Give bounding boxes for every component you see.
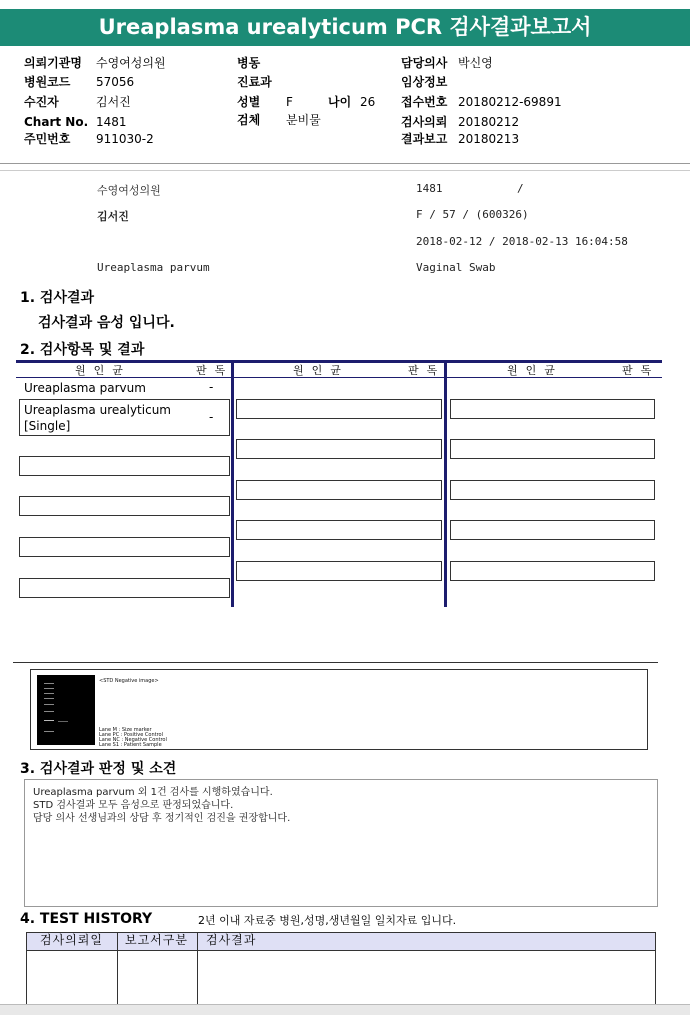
col-header-pathogen-1: 원인균 — [75, 364, 131, 377]
gel-band — [44, 683, 54, 684]
gel-legend-2: Lane PC : Positive Control — [99, 732, 163, 738]
patient-label: 수진자 — [24, 95, 59, 109]
empty-cell — [19, 456, 230, 476]
gel-band — [44, 720, 54, 721]
row-2-name-line2: [Single] — [24, 419, 71, 433]
empty-cell — [450, 439, 655, 459]
empty-cell — [236, 399, 442, 419]
section-1-result: 검사결과 음성 입니다. — [38, 315, 175, 331]
row-2-box — [19, 399, 230, 436]
gel-band — [44, 693, 54, 694]
gel-legend-3: Lane NC : Negative Control — [99, 737, 167, 743]
chart-label: Chart No. — [24, 115, 89, 129]
col-header-result-3: 판독 — [622, 364, 660, 377]
mid-slash: / — [517, 182, 524, 195]
section-4-title: 4. TEST HISTORY — [20, 911, 153, 927]
gel-band — [44, 698, 54, 699]
report-label: 결과보고 — [401, 132, 448, 146]
mid-specimen: Vaginal Swab — [416, 261, 496, 274]
empty-cell — [19, 537, 230, 557]
doctor-value: 박신영 — [458, 56, 493, 70]
id-label: 주민번호 — [24, 132, 71, 146]
age-value: 26 — [360, 95, 376, 109]
history-col-request-date: 검사의뢰일 — [40, 933, 103, 947]
receipt-value: 20180212-69891 — [458, 95, 562, 109]
table-bottom-divider — [13, 662, 658, 663]
empty-cell — [236, 520, 442, 540]
mid-item: Ureaplasma parvum — [97, 261, 210, 274]
empty-cell — [19, 578, 230, 598]
doctor-label: 담당의사 — [401, 56, 448, 70]
hospital-label: 의뢰기관명 — [24, 56, 82, 70]
col-header-pathogen-3: 원인균 — [507, 364, 563, 377]
results-table-divider-1 — [231, 360, 234, 607]
history-col-report-type: 보고서구분 — [125, 933, 188, 947]
history-col-border — [117, 932, 118, 1005]
request-label: 검사의뢰 — [401, 115, 448, 129]
empty-cell — [19, 496, 230, 516]
mid-patient: 김서진 — [97, 210, 129, 223]
mid-chart: 1481 — [416, 182, 443, 195]
history-col-result: 검사결과 — [206, 933, 257, 947]
row-1-result: - — [209, 380, 214, 394]
history-col-border — [26, 932, 27, 1005]
bottom-scroll-bar[interactable] — [0, 1004, 690, 1015]
gel-caption: <STD Negative image> — [99, 678, 159, 684]
dept-label: 진료과 — [237, 75, 272, 89]
empty-cell — [236, 439, 442, 459]
receipt-label: 접수번호 — [401, 95, 448, 109]
specimen-value: 분비물 — [286, 113, 321, 127]
empty-cell — [450, 399, 655, 419]
report-title: Ureaplasma urealyticum PCR 검사결과보고서 — [0, 9, 690, 46]
specimen-label: 검체 — [237, 113, 261, 127]
mid-dates: 2018-02-12 / 2018-02-13 16:04:58 — [416, 235, 628, 248]
sex-value: F — [286, 95, 293, 109]
gel-band — [44, 711, 54, 712]
patient-value: 김서진 — [96, 95, 131, 109]
code-value: 57056 — [96, 75, 135, 89]
ward-label: 병동 — [237, 56, 261, 70]
report-value: 20180213 — [458, 132, 520, 146]
history-col-border — [197, 932, 198, 1005]
gel-image — [37, 675, 95, 745]
code-label: 병원코드 — [24, 75, 71, 89]
hospital-value: 수영여성의원 — [96, 56, 166, 70]
opinion-line-1: Ureaplasma parvum 외 1건 검사를 시행하였습니다. — [33, 787, 273, 798]
row-1-name: Ureaplasma parvum — [24, 381, 146, 395]
chart-value: 1481 — [96, 115, 127, 129]
request-value: 20180212 — [458, 115, 520, 129]
section-1-title: 1. 검사결과 — [20, 290, 95, 306]
opinion-line-3: 담당 의사 선생님과의 상담 후 정기적인 검진을 권장합니다. — [33, 813, 291, 824]
header-divider-2 — [0, 170, 690, 171]
mid-sex-age: F / 57 / (600326) — [416, 208, 529, 221]
row-2-name-line1: Ureaplasma urealyticum — [24, 403, 171, 417]
section-2-title: 2. 검사항목 및 결과 — [20, 342, 145, 358]
header-divider — [0, 163, 690, 164]
row-2-result: - — [209, 410, 214, 424]
opinion-line-2: STD 검사결과 모두 음성으로 판정되었습니다. — [33, 800, 234, 811]
history-note: 2년 이내 자료중 병원,성명,생년월일 일치자료 입니다. — [198, 914, 457, 927]
gel-band — [44, 731, 54, 732]
results-table-divider-2 — [444, 360, 447, 607]
col-header-result-1: 판독 — [196, 364, 234, 377]
empty-cell — [450, 480, 655, 500]
gel-image-panel — [30, 669, 648, 750]
empty-cell — [450, 561, 655, 581]
mid-hospital: 수영여성의원 — [97, 184, 161, 197]
sex-label: 성별 — [237, 95, 261, 109]
gel-band — [58, 721, 68, 722]
gel-band — [44, 688, 54, 689]
empty-cell — [450, 520, 655, 540]
empty-cell — [236, 561, 442, 581]
section-3-title: 3. 검사결과 판정 및 소견 — [20, 761, 177, 777]
gel-legend-1: Lane M : Size marker — [99, 727, 152, 733]
clinical-label: 임상정보 — [401, 75, 448, 89]
gel-band — [44, 704, 54, 705]
empty-cell — [236, 480, 442, 500]
opinion-box — [24, 779, 658, 907]
id-value: 911030-2 — [96, 132, 154, 146]
gel-legend-4: Lane S1 : Patient Sample — [99, 742, 162, 748]
col-header-result-2: 판독 — [408, 364, 446, 377]
col-header-pathogen-2: 원인균 — [293, 364, 349, 377]
history-col-border — [655, 932, 656, 1005]
age-label: 나이 — [328, 95, 352, 109]
